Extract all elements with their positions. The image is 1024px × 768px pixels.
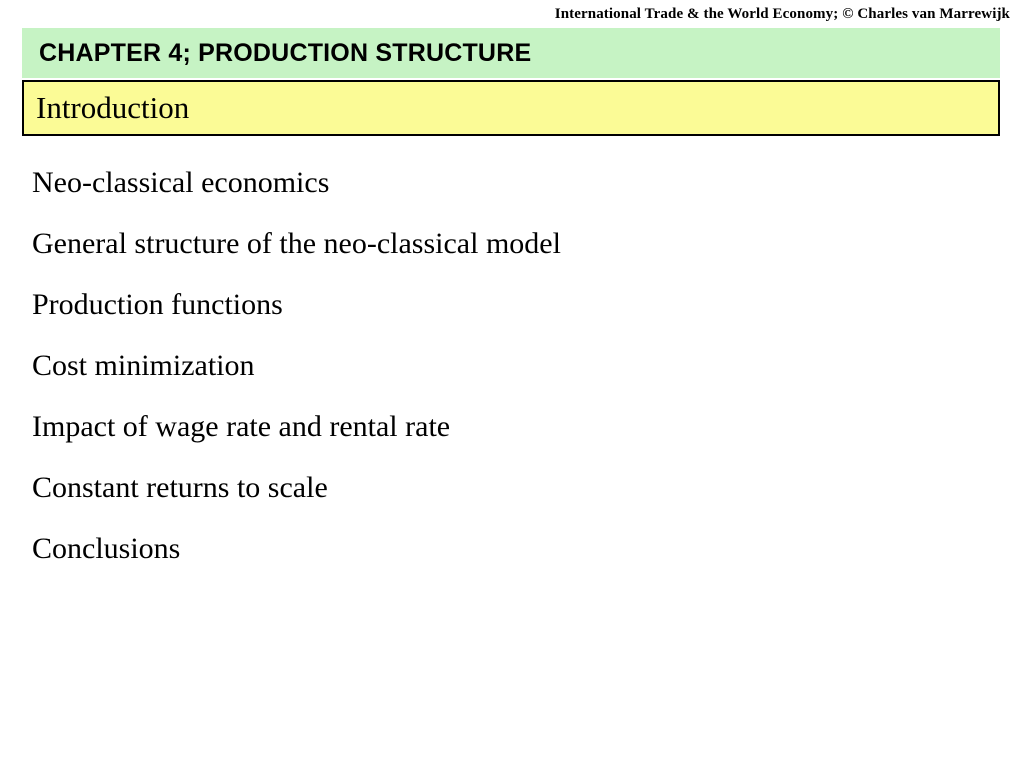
list-item: General structure of the neo-classical model: [32, 227, 561, 260]
list-item: Conclusions: [32, 532, 181, 565]
list-item: Production functions: [32, 288, 283, 321]
list-item: Impact of wage rate and rental rate: [32, 410, 451, 443]
header-credit-line: International Trade & the World Economy; © Charles van Marrewijk: [554, 6, 1010, 22]
list-item: Constant returns to scale: [32, 471, 328, 504]
list-item: Cost minimization: [32, 349, 255, 382]
section-subtitle: Introduction: [36, 90, 190, 125]
section-subtitle-banner: [22, 80, 1000, 136]
chapter-title: CHAPTER 4; PRODUCTION STRUCTURE: [39, 38, 532, 67]
outline-list: [32, 152, 972, 579]
chapter-title-banner: [22, 28, 1000, 78]
list-item: Neo-classical economics: [32, 166, 330, 199]
